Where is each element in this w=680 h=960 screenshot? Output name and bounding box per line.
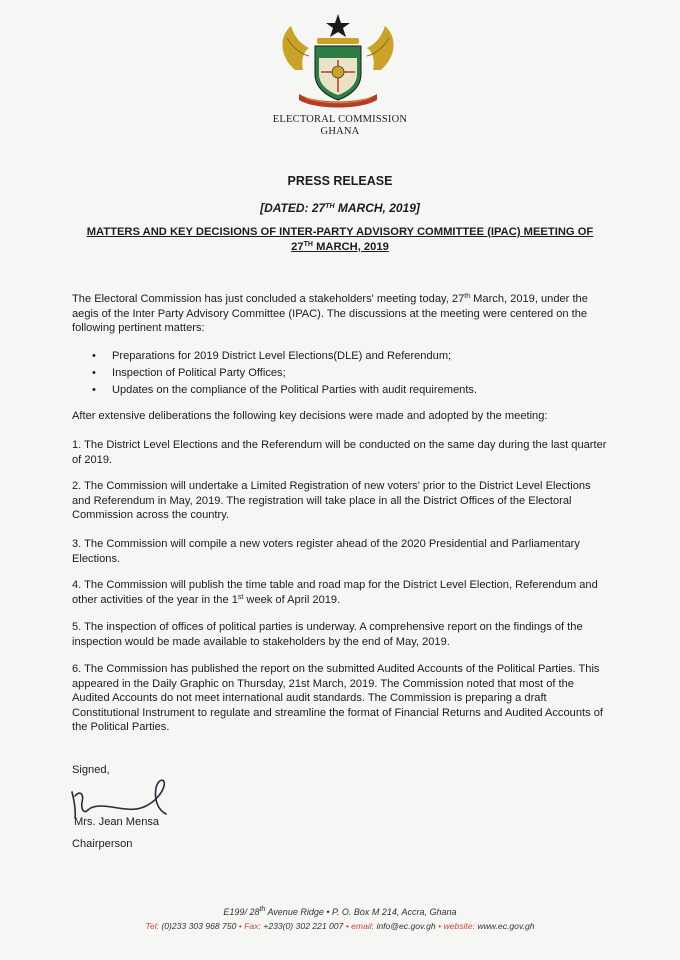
signed-label: Signed, — [72, 764, 110, 776]
matters-list — [92, 349, 477, 400]
document-date: [DATED: 27TH MARCH, 2019] — [260, 201, 420, 215]
document-title: PRESS RELEASE — [287, 174, 393, 188]
decision-5: 5. The inspection of offices of political parties is underway. A comprehensive report on the findings of the inspection would be made available to stakeholders by the end of May, 2019. — [72, 621, 583, 648]
signatory-role: Chairperson — [72, 838, 133, 850]
decision-3: 3. The Commission will compile a new voters register ahead of the 2020 Presidential and Parliamentary Elections. — [72, 538, 580, 565]
decision-6: 6. The Commission has published the report on the submitted Audited Accounts of the Political Parties. This appeared in the Daily Graphic on Thursday, 21st March, 2019. The Commission noted that most of the Audited Accounts do not meet international audit standards. The Commission is preparing a draft Constitutional Instrument to regulate and streamline the format of Financial Returns and Audited Accounts of the Political Parties. — [72, 663, 603, 734]
org-name-line2: GHANA — [320, 126, 360, 137]
signatory-name: Mrs. Jean Mensa — [74, 816, 160, 828]
footer-address: E199/ 28th Avenue Ridge • P. O. Box M 214, Accra, Ghana — [223, 906, 457, 917]
intro-paragraph: The Electoral Commission has just concluded a stakeholders' meeting today, 27th March, 2019, under the aegis of the Inter Party Advisory Committee (IPAC). The discussions at the meeting were centered on the following pertinent matters: — [72, 293, 588, 335]
footer-contacts: Tel: (0)233 303 968 750 • Fax: +233(0) 302 221 007 • email: info@ec.gov.gh • website: www.ec.gov.gh — [145, 921, 535, 931]
decision-2: 2. The Commission will undertake a Limited Registration of new voters' prior to the District Level Elections and Referendum in May, 2019. The registration will take place in all the District Offices of the Electoral Commission across the country. — [72, 480, 591, 522]
list-item: • Updates on the compliance of the Political Parties with audit requirements. — [92, 384, 478, 396]
decision-4: 4. The Commission will publish the time table and road map for the District Level Election, Referendum and other activities of the year in the 1st week of April 2019. — [72, 579, 598, 606]
decision-1: 1. The District Level Elections and the Referendum will be conducted on the same day during the last quarter of 2019. — [72, 439, 607, 466]
list-item: • Preparations for 2019 District Level Elections(DLE) and Referendum; — [92, 350, 452, 362]
email-link[interactable]: info@ec.gov.gh — [376, 921, 436, 931]
org-name-line1: ELECTORAL COMMISSION — [272, 114, 408, 125]
decisions-intro: After extensive deliberations the following key decisions were made and adopted by the meeting: — [72, 410, 548, 422]
coat-of-arms-logo — [273, 8, 403, 116]
document-heading: MATTERS AND KEY DECISIONS OF INTER-PARTY ADVISORY COMMITTEE (IPAC) MEETING OF 27TH MARCH, 2019 — [86, 226, 594, 253]
website-link[interactable]: www.ec.gov.gh — [477, 921, 535, 931]
list-item: • Inspection of Political Party Offices; — [92, 367, 286, 379]
